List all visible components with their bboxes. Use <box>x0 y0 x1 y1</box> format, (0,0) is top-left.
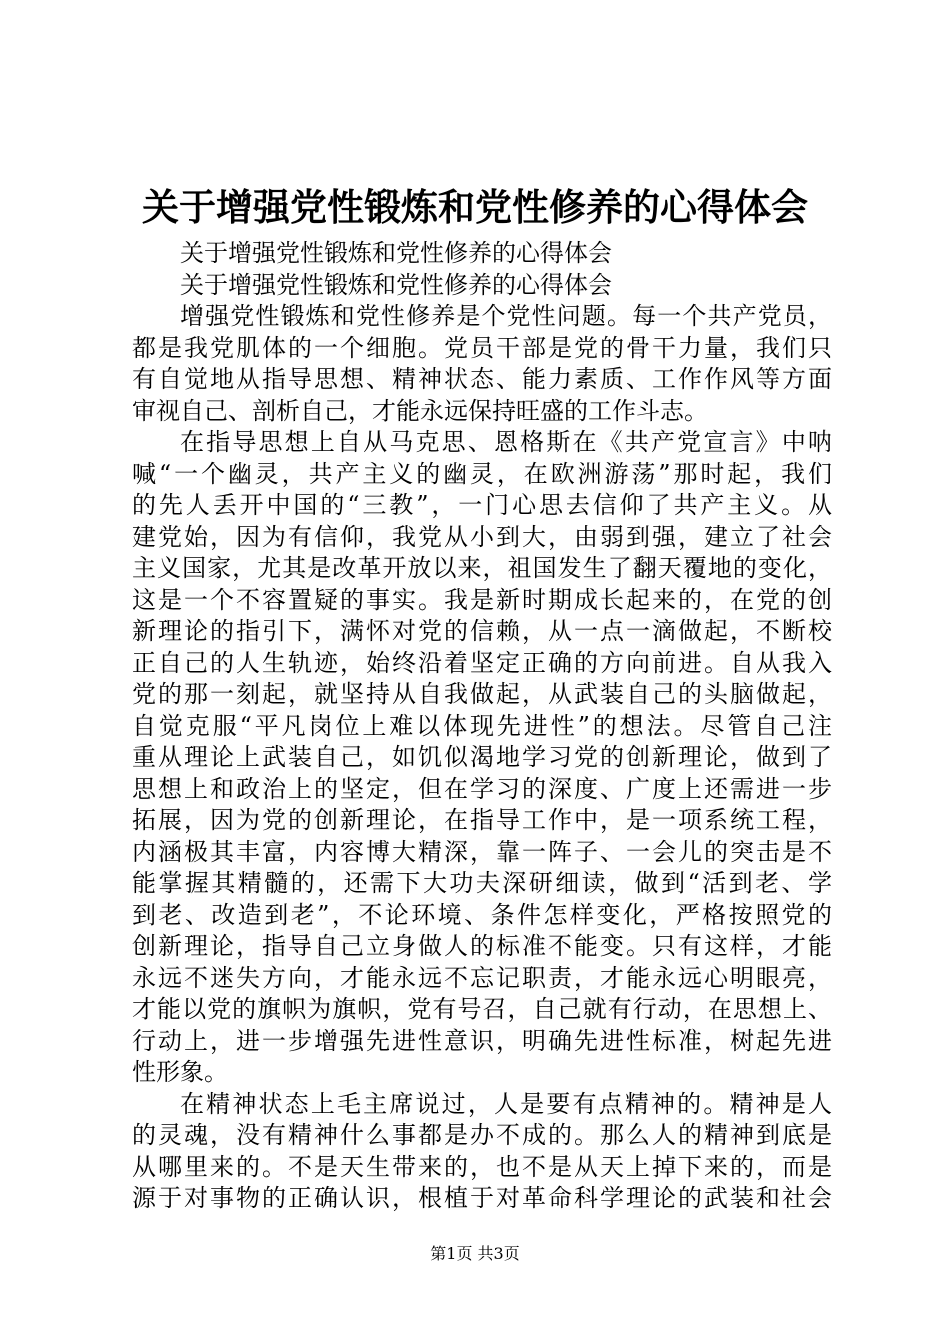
text-line: 党的那一刻起，就坚持从自我做起，从武装自己的头脑做起， <box>132 680 832 708</box>
document-body <box>132 238 832 1215</box>
text-line: 在指导思想上自从马克思、恩格斯在《共产党宣言》中呐 <box>180 428 832 456</box>
text-line: 喊“一个幽灵，共产主义的幽灵，在欧洲游荡”那时起，我们 <box>132 459 832 488</box>
text-line: 自觉克服“平凡岗位上难以体现先进性”的想法。尽管自己注 <box>132 711 832 740</box>
text-line: 源于对事物的正确认识，根植于对革命科学理论的武装和社会 <box>132 1184 832 1212</box>
text-line: 能掌握其精髓的，还需下大功夫深研细读，做到“活到老、学 <box>132 869 832 897</box>
text-line: 新理论的指引下，满怀对党的信赖，从一点一滴做起，不断校 <box>132 617 832 645</box>
text-line: 这是一个不容置疑的事实。我是新时期成长起来的，在党的创 <box>132 585 832 614</box>
text-line: 到老、改造到老”，不论环境、条件怎样变化，严格按照党的 <box>132 900 832 929</box>
text-line: 在精神状态上毛主席说过，人是要有点精神的。精神是人 <box>180 1089 832 1118</box>
text-line: 拓展，因为党的创新理论，在指导工作中，是一项系统工程， <box>132 806 832 834</box>
text-line: 都是我党肌体的一个细胞。党员干部是党的骨干力量，我们只 <box>132 333 832 362</box>
text-line: 才能以党的旗帜为旗帜，党有号召，自己就有行动，在思想上、 <box>132 995 832 1023</box>
text-line: 关于增强党性锻炼和党性修养的心得体会 <box>180 270 612 299</box>
text-line: 创新理论，指导自己立身做人的标准不能变。只有这样，才能 <box>132 932 832 960</box>
text-line: 重从理论上武装自己，如饥似渴地学习党的创新理论，做到了 <box>132 743 832 771</box>
text-line: 的灵魂，没有精神什么事都是办不成的。那么人的精神到底是 <box>132 1121 832 1149</box>
text-line: 的先人丢开中国的“三教”，一门心思去信仰了共产主义。从 <box>132 491 832 519</box>
text-line: 建党始，因为有信仰，我党从小到大，由弱到强，建立了社会 <box>132 522 832 551</box>
text-line: 从哪里来的。不是天生带来的，也不是从天上掉下来的，而是 <box>132 1152 832 1181</box>
page-title: 关于增强党性锻炼和党性修养的心得体会 <box>142 186 808 229</box>
text-line: 思想上和政治上的坚定，但在学习的深度、广度上还需进一步 <box>132 774 832 803</box>
text-line: 增强党性锻炼和党性修养是个党性问题。每一个共产党员， <box>180 302 832 330</box>
text-line: 行动上，进一步增强先进性意识，明确先进性标准，树起先进 <box>132 1026 832 1055</box>
text-line: 内涵极其丰富，内容博大精深，靠一阵子、一会儿的突击是不 <box>132 837 832 866</box>
text-line: 性形象。 <box>132 1058 228 1086</box>
text-line: 有自觉地从指导思想、精神状态、能力素质、工作作风等方面 <box>132 365 832 393</box>
text-line: 永远不迷失方向，才能永远不忘记职责，才能永远心明眼亮， <box>132 963 832 992</box>
text-line: 正自己的人生轨迹，始终沿着坚定正确的方向前进。自从我入 <box>132 648 832 677</box>
text-line: 主义国家，尤其是改革开放以来，祖国发生了翻天覆地的变化， <box>132 554 832 582</box>
text-line: 审视自己、剖析自己，才能永远保持旺盛的工作斗志。 <box>132 396 708 425</box>
text-line: 关于增强党性锻炼和党性修养的心得体会 <box>180 239 612 267</box>
page-footer: 第1页 共3页 <box>430 1244 520 1263</box>
